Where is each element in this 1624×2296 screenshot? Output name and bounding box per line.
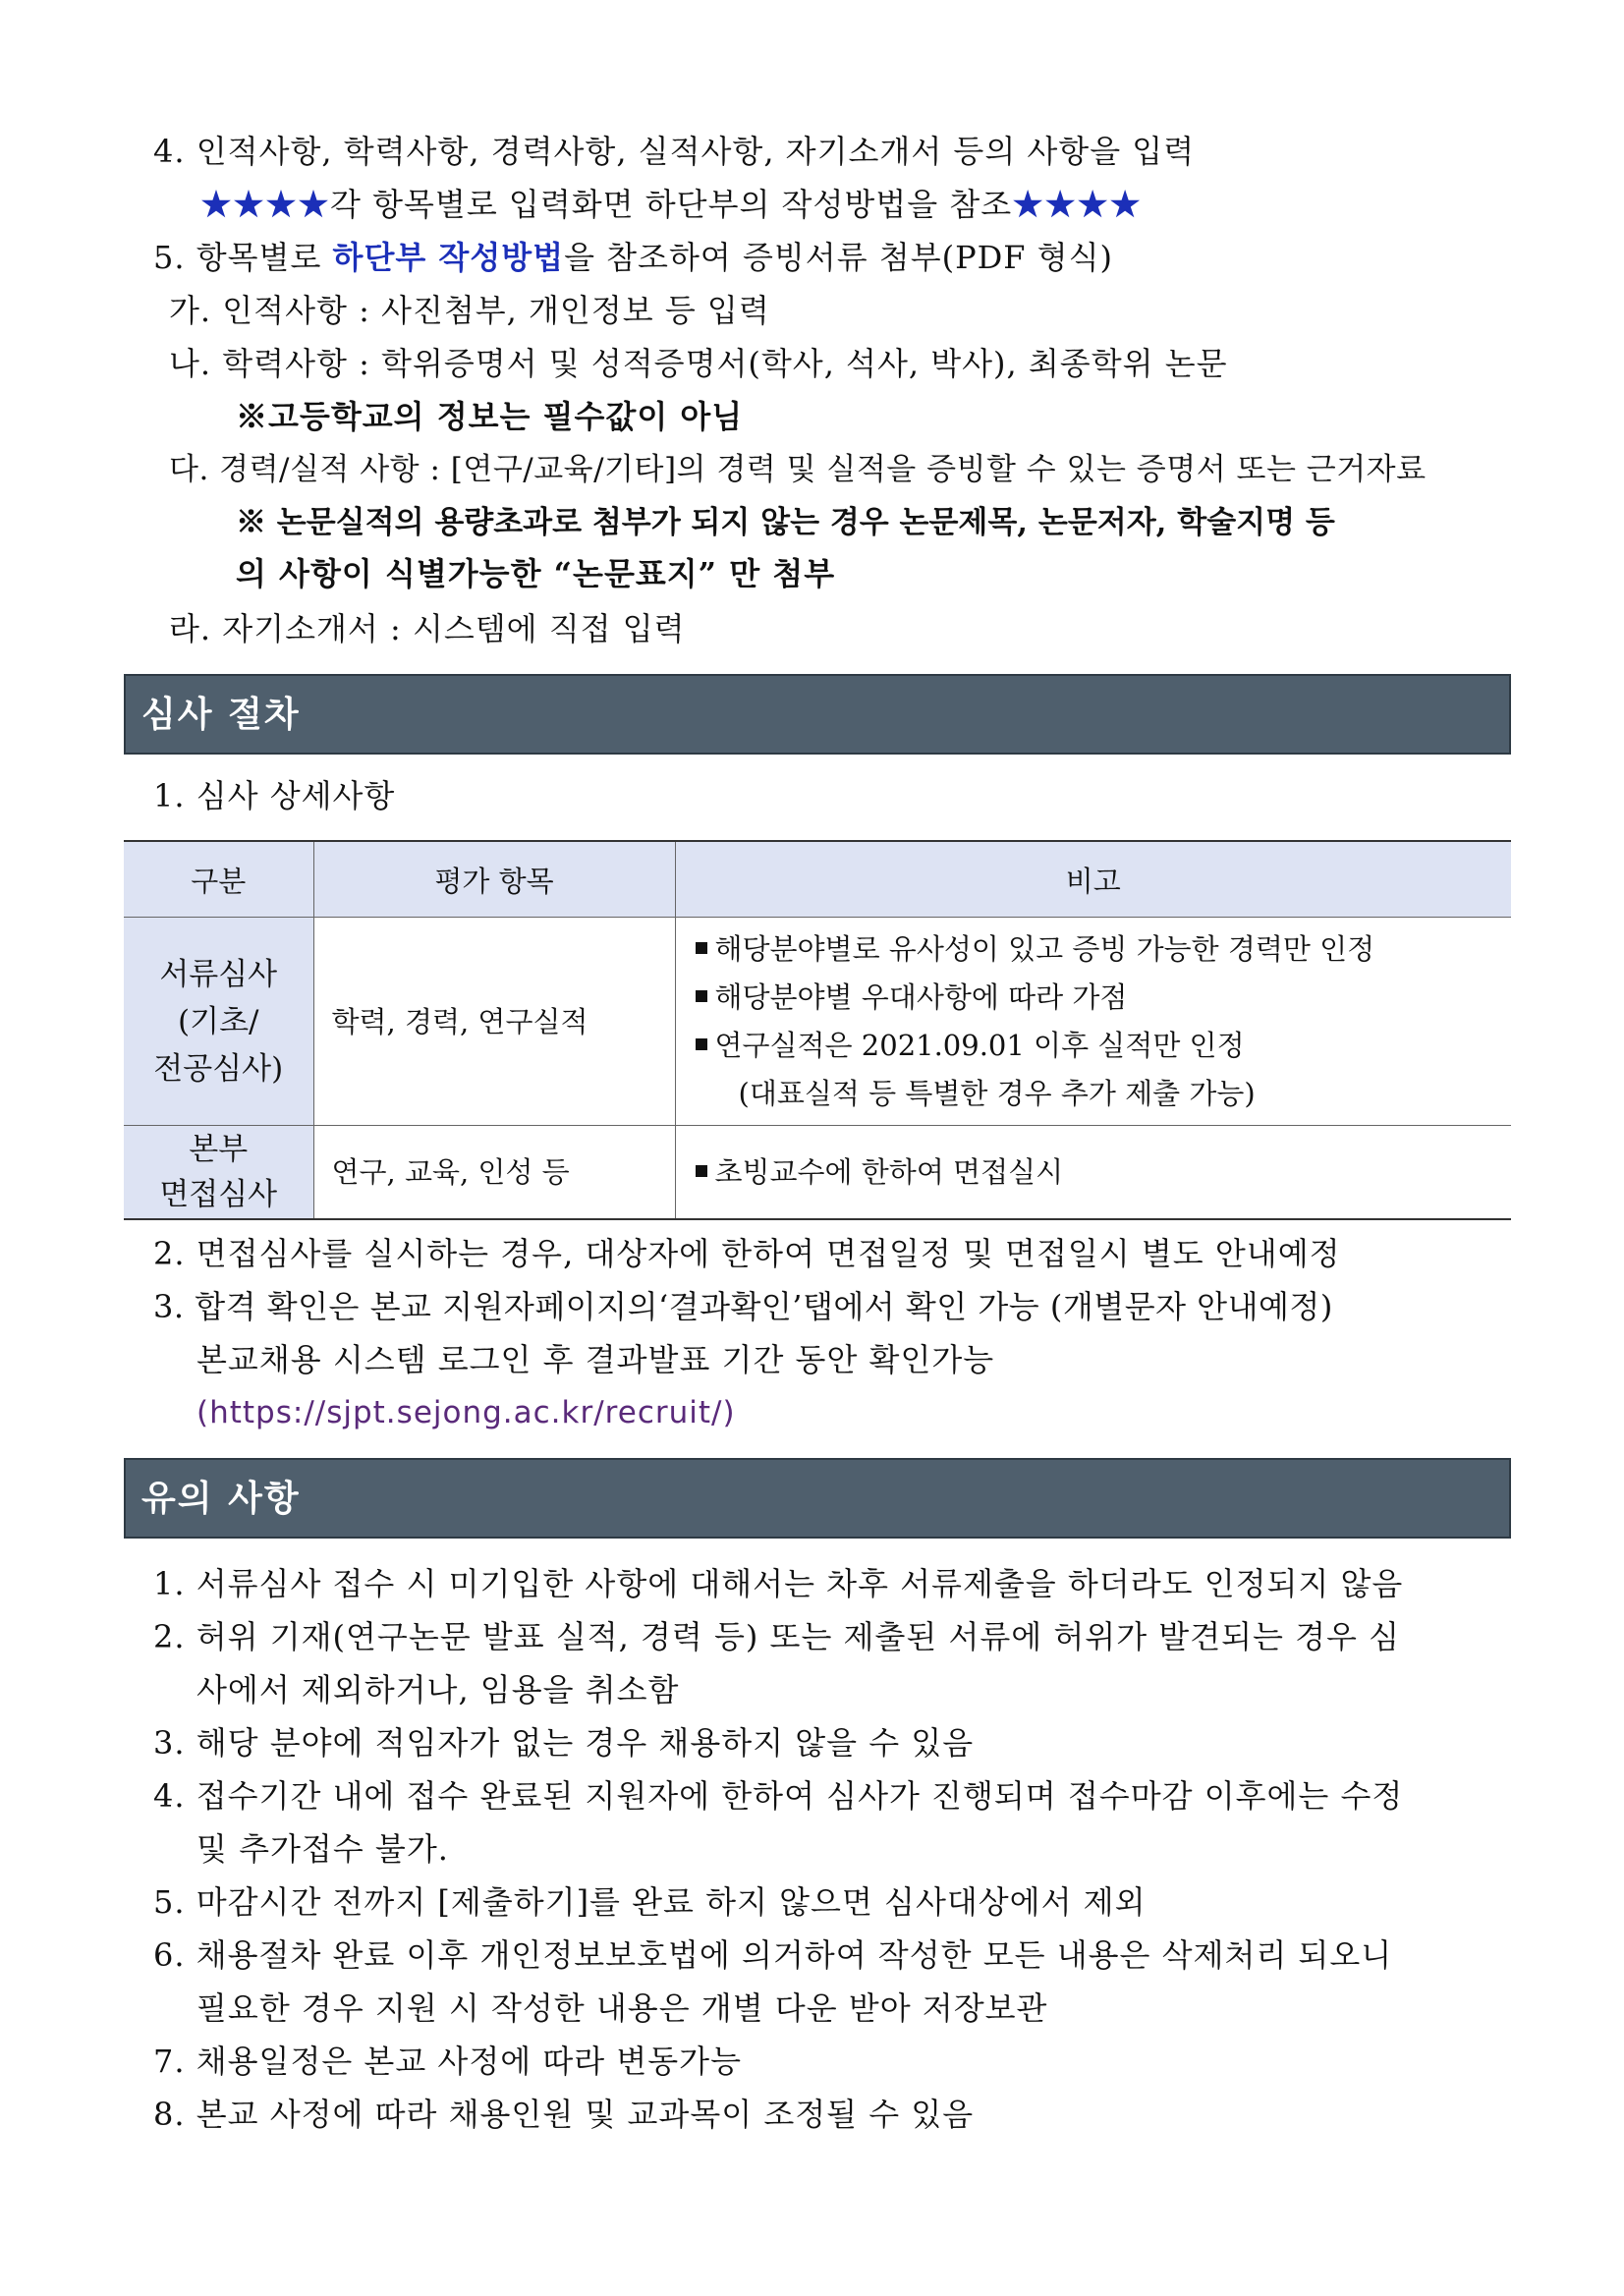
category-line: 본부 — [189, 1132, 249, 1167]
note-text: 해당분야별 우대사항에 따라 가점 — [714, 980, 1128, 1014]
table-row — [124, 918, 1511, 1126]
table-header-row — [124, 841, 1511, 918]
notes-line: 1. 서류심사 접수 시 미기입한 사항에 대해서는 차후 서류제출을 하더라도 인정되지 않음 — [153, 1565, 1404, 1602]
review-item-3-line-1: 3. 합격 확인은 본교 지원자페이지의‘결과확인’탭에서 확인 가능 (개별문자 안내예정) — [153, 1288, 1333, 1325]
table-row — [124, 1126, 1511, 1220]
star-icons-left: ★★★★ — [200, 186, 331, 223]
notes-line: 3. 해당 분야에 적임자가 없는 경우 채용하지 않을 수 있음 — [153, 1724, 975, 1762]
notes-line: 6. 채용절차 완료 이후 개인정보보호법에 의거하여 작성한 모든 내용은 삭제처리 되오니 — [153, 1936, 1393, 1974]
table-header-category: 구분 — [124, 841, 313, 918]
note-bullet — [696, 1022, 1511, 1070]
table-header-items: 평가 항목 — [313, 841, 675, 918]
review-item-3-line-2: 본교채용 시스템 로그인 후 결과발표 기간 동안 확인가능 — [196, 1341, 995, 1378]
note-text: 해당분야별로 유사성이 있고 증빙 가능한 경력만 인정 — [714, 931, 1375, 966]
square-bullet-icon — [696, 1165, 707, 1177]
intro-sub-da-note-2: 의 사항이 식별가능한 “논문표지” 만 첨부 — [236, 555, 836, 592]
intro-sub-da-note-1: ※ 논문실적의 용량초과로 첨부가 되지 않는 경우 논문제목, 논문저자, 학술지명 등 — [236, 505, 1335, 540]
review-item-2: 2. 면접심사를 실시하는 경우, 대상자에 한하여 면접일정 및 면접일시 별도 안내예정 — [153, 1235, 1341, 1272]
note-text: 연구실적은 2021.09.01 이후 실적만 인정 — [714, 1028, 1245, 1062]
intro-item-5-suffix: 을 참조하여 증빙서류 첨부(PDF 형식) — [564, 239, 1113, 276]
notes-line: 사에서 제외하거나, 임용을 취소함 — [196, 1671, 680, 1708]
intro-item-5-prefix: 5. 항목별로 — [153, 239, 333, 276]
category-line: (기초/ — [178, 1003, 259, 1039]
section-header-notes — [124, 1458, 1511, 1539]
intro-item-5-highlight: 하단부 작성방법 — [332, 239, 565, 276]
review-item-1: 1. 심사 상세사항 — [153, 777, 396, 814]
category-line: 면접심사 — [159, 1177, 278, 1212]
notes-line: 8. 본교 사정에 따라 채용인원 및 교과목이 조정될 수 있음 — [153, 2096, 975, 2133]
note-bullet — [696, 1148, 1511, 1197]
note-bullet — [696, 925, 1511, 974]
table-cell-items: 연구, 교육, 인성 등 — [313, 1126, 675, 1220]
square-bullet-icon — [696, 1038, 707, 1050]
intro-item-5 — [153, 236, 1113, 279]
section-title-notes: 유의 사항 — [141, 1479, 301, 1519]
table-cell-items: 학력, 경력, 연구실적 — [313, 918, 675, 1126]
notes-line: 5. 마감시간 전까지 [제출하기]를 완료 하지 않으면 심사대상에서 제외 — [153, 1883, 1147, 1921]
review-table — [124, 840, 1511, 1220]
intro-item-4: 4. 인적사항, 학력사항, 경력사항, 실적사항, 자기소개서 등의 사항을 입력 — [153, 133, 1196, 170]
table-cell-notes — [675, 1126, 1511, 1220]
star-icons-right: ★★★★ — [1012, 186, 1143, 223]
category-line: 전공심사) — [153, 1050, 284, 1087]
notes-line: 및 추가접수 불가. — [196, 1830, 449, 1868]
notes-line: 7. 채용일정은 본교 사정에 따라 변동가능 — [153, 2043, 742, 2080]
table-header-notes: 비고 — [675, 841, 1511, 918]
notes-line: 2. 허위 기재(연구논문 발표 실적, 경력 등) 또는 제출된 서류에 허위가 발견되는 경우 심 — [153, 1618, 1401, 1655]
intro-sub-ra: 라. 자기소개서 : 시스템에 직접 입력 — [169, 610, 686, 647]
square-bullet-icon — [696, 942, 707, 954]
intro-item-4-note-text: 각 항목별로 입력화면 하단부의 작성방법을 참조 — [330, 186, 1013, 223]
section-title-review: 심사 절차 — [141, 695, 301, 735]
note-bullet — [696, 974, 1511, 1022]
note-continuation: (대표실적 등 특별한 경우 추가 제출 가능) — [738, 1076, 1256, 1110]
category-line: 서류심사 — [159, 956, 278, 992]
intro-sub-na-note: ※고등학교의 정보는 필수값이 아님 — [236, 398, 744, 435]
notes-line: 필요한 경우 지원 시 작성한 내용은 개별 다운 받아 저장보관 — [196, 1989, 1048, 2027]
notes-line: 4. 접수기간 내에 접수 완료된 지원자에 한하여 심사가 진행되며 접수마감 이후에는 수정 — [153, 1777, 1404, 1815]
result-page-link[interactable]: (https://sjpt.sejong.ac.kr/recruit/) — [196, 1395, 736, 1430]
intro-sub-da: 다. 경력/실적 사항 : [연구/교육/기타]의 경력 및 실적을 증빙할 수 있는 증명서 또는 근거자료 — [169, 452, 1427, 487]
intro-sub-na: 나. 학력사항 : 학위증명서 및 성적증명서(학사, 석사, 박사), 최종학위 논문 — [169, 345, 1228, 382]
table-cell-category — [124, 918, 313, 1126]
intro-sub-ga: 가. 인적사항 : 사진첨부, 개인정보 등 입력 — [169, 292, 770, 329]
section-header-review — [124, 674, 1511, 755]
note-text: 초빙교수에 한하여 면접실시 — [714, 1154, 1064, 1189]
intro-item-4-note — [200, 183, 1142, 226]
square-bullet-icon — [696, 990, 707, 1002]
table-cell-category — [124, 1126, 313, 1220]
table-cell-notes — [675, 918, 1511, 1126]
